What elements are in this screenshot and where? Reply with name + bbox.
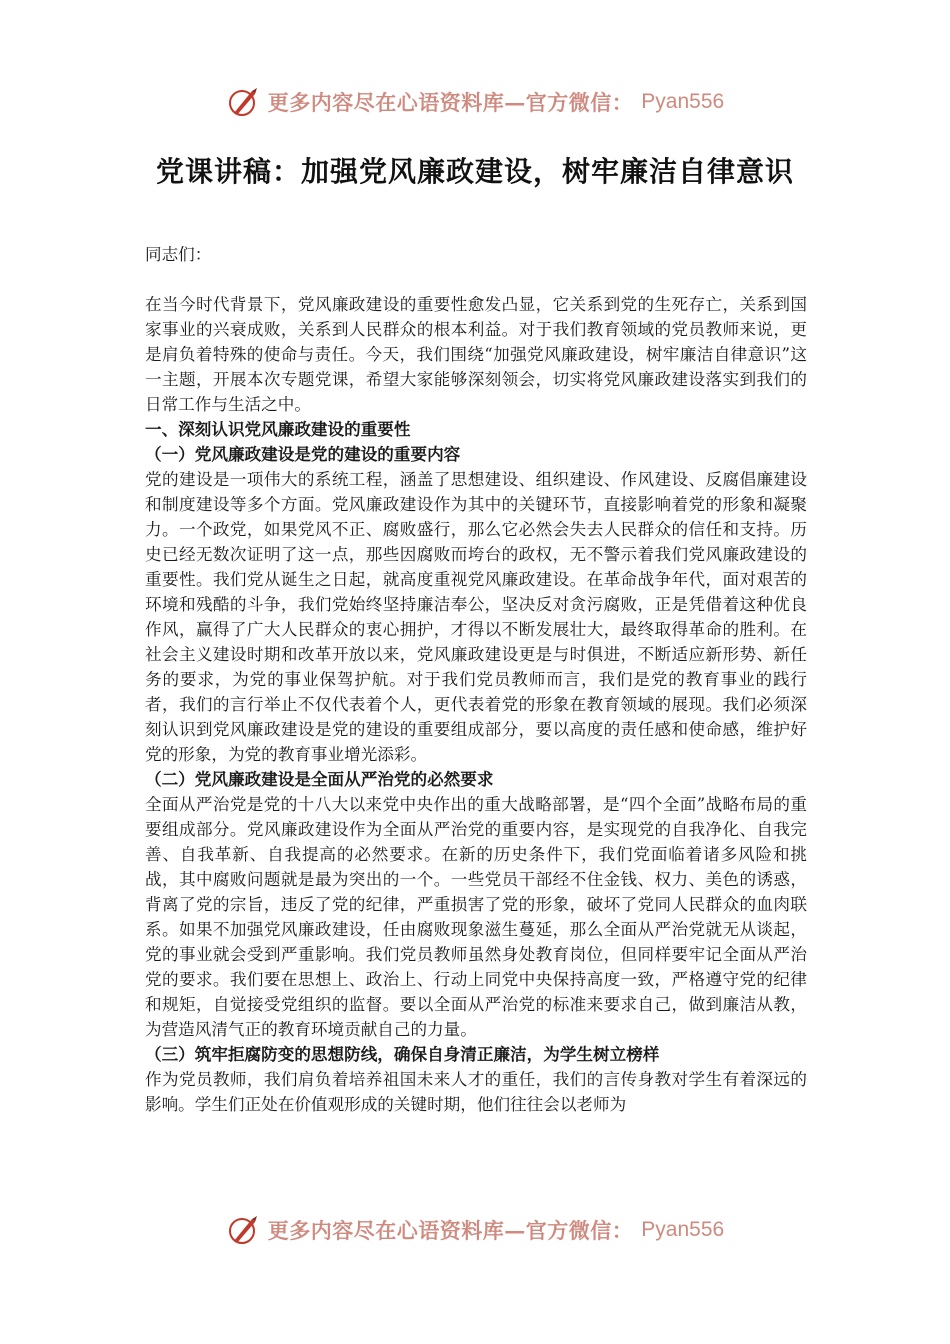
watermark-banner-top [0,82,950,122]
section-heading-1: 一、深刻认识党风廉政建设的重要性 [145,419,411,439]
subsection-body-3: 作为党员教师，我们肩负着培养祖国未来人才的重任，我们的言传身教对学生有着深远的影响。学生们正处在价值观形成的关键时期，他们往往会以老师为 [145,1070,807,1114]
document-title: 党课讲稿：加强党风廉政建设，树牢廉洁自律意识 [155,155,794,188]
watermark-wechat-id: Pyan556 [641,1218,725,1241]
watermark-wechat-id: Pyan556 [641,90,725,113]
subsection-body-2: 全面从严治党是党的十八大以来党中央作出的重大战略部署，是“四个全面”战略布局的重要组成部分。党风廉政建设作为全面从严治党的重要内容，是实现党的自我净化、自我完善、自我革新、自我提高的必然要求。在新的历史条件下，我们党面临着诸多风险和挑战，其中腐败问题就是最为突出的一个。一些党员干部经不住金钱、权力、美色的诱惑，背离了党的宗旨，违反了党的纪律，严重损害了党的形象，破坏了党同人民群众的血肉联系。如果不加强党风廉政建设，任由腐败现象滋生蔓延，那么全面从严治党就无从谈起，党的事业就会受到严重影响。我们党员教师虽然身处教育岗位，但同样要牢记全面从严治党的要求。我们要在思想上、政治上、行动上同党中央保持高度一致，严格遵守党的纪律和规矩，自觉接受党组织的监督。要以全面从严治党的标准来要求自己，做到廉洁从教，为营造风清气正的教育环境贡献自己的力量。 [145,795,807,1039]
subsection-heading-2: （二）党风廉政建设是全面从严治党的必然要求 [145,769,494,789]
subsection-heading-3: （三）筑牢拒腐防变的思想防线，确保自身清正廉洁，为学生树立榜样 [145,1044,660,1064]
watermark-banner-bottom [0,1210,950,1250]
intro-paragraph: 在当今时代背景下，党风廉政建设的重要性愈发凸显，它关系到党的生死存亡，关系到国家事业的兴衰成败，关系到人民群众的根本利益。对于我们教育领域的党员教师来说，更是肩负着特殊的使命与责任。今天，我们围绕“加强党风廉政建设，树牢廉洁自律意识”这一主题，开展本次专题党课，希望大家能够深刻领会，切实将党风廉政建设落实到我们的日常工作与生活之中。 [145,295,807,414]
watermark-text: 更多内容尽在心语资料库—官方微信： [267,90,634,115]
subsection-heading-1: （一）党风廉政建设是党的建设的重要内容 [145,444,461,464]
quill-logo-icon [226,85,260,119]
watermark-text: 更多内容尽在心语资料库—官方微信： [267,1218,634,1243]
salutation: 同志们： [145,245,212,264]
document-body [145,242,807,1117]
subsection-body-1: 党的建设是一项伟大的系统工程，涵盖了思想建设、组织建设、作风建设、反腐倡廉建设和制度建设等多个方面。党风廉政建设作为其中的关键环节，直接影响着党的形象和凝聚力。一个政党，如果党风不正、腐败盛行，那么它必然会失去人民群众的信任和支持。历史已经无数次证明了这一点，那些因腐败而垮台的政权，无不警示着我们党风廉政建设的重要性。我们党从诞生之日起，就高度重视党风廉政建设。在革命战争年代，面对艰苦的环境和残酷的斗争，我们党始终坚持廉洁奉公，坚决反对贪污腐败，正是凭借着这种优良作风，赢得了广大人民群众的衷心拥护，才得以不断发展壮大，最终取得革命的胜利。在社会主义建设时期和改革开放以来，党风廉政建设更是与时俱进，不断适应新形势、新任务的要求，为党的事业保驾护航。对于我们党员教师而言，我们是党的教育事业的践行者，我们的言行举止不仅代表着个人，更代表着党的形象在教育领域的展现。我们必须深刻认识到党风廉政建设是党的建设的重要组成部分，要以高度的责任感和使命感，维护好党的形象，为党的教育事业增光添彩。 [145,470,807,764]
quill-logo-icon [226,1213,260,1247]
